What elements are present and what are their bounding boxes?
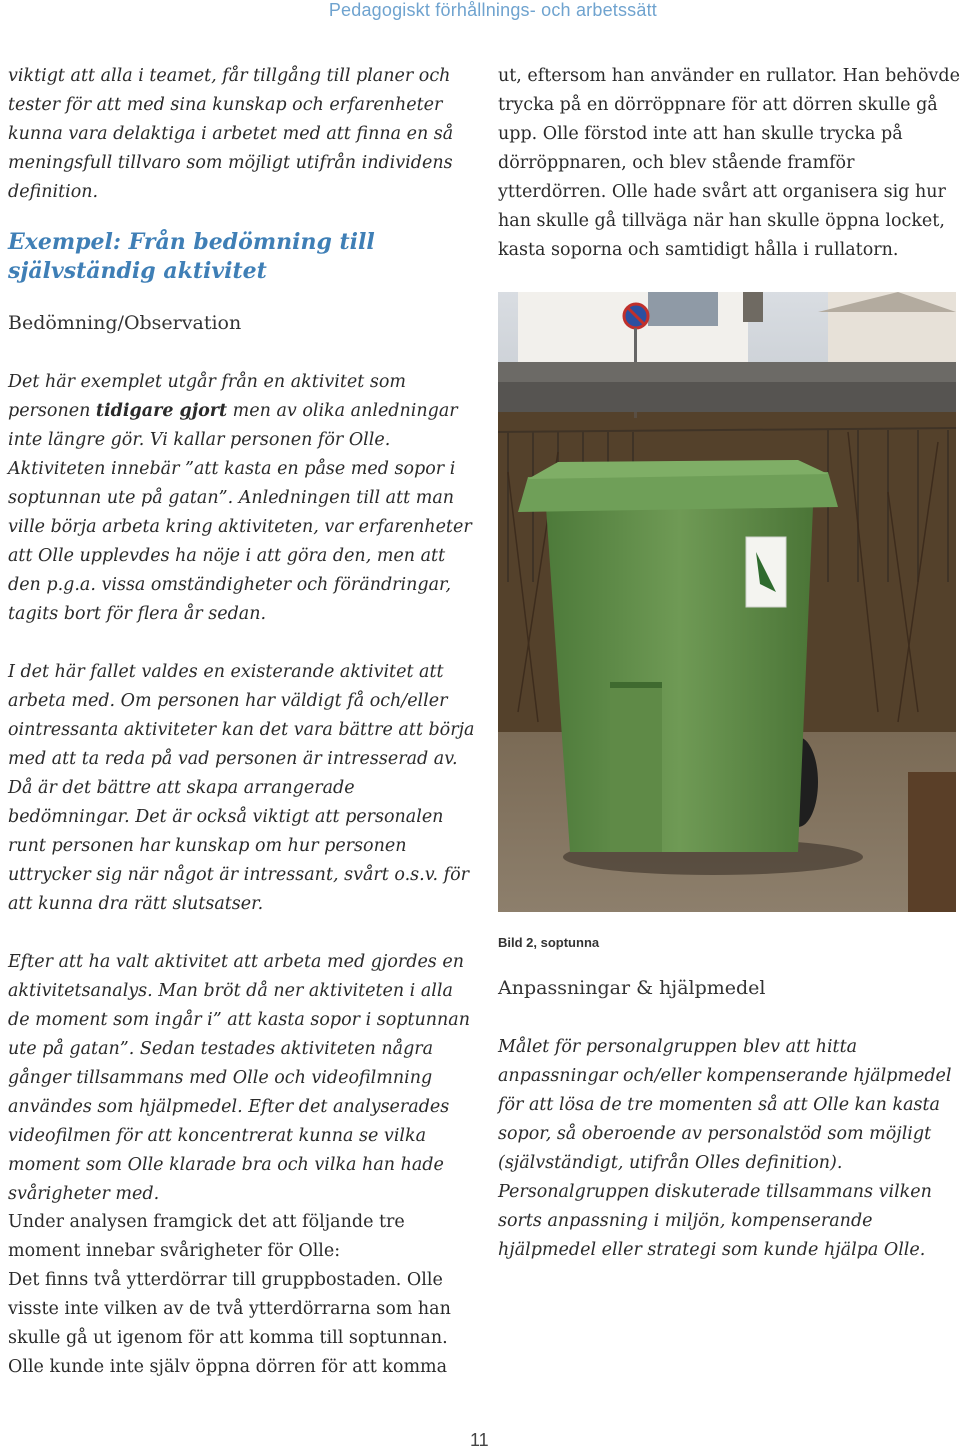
- photo-caption-block: [498, 928, 960, 957]
- activity-analysis-block: [8, 948, 478, 1209]
- garbage-bin-photo: [498, 292, 956, 912]
- adaptations-subheading-block: [498, 975, 960, 1001]
- garbage-bin-illustration: [498, 292, 956, 912]
- intro-paragraph: viktigt att alla i teamet, får tillgång till planer och tester för att med sina kunskap och erfarenheter kunna vara delaktiga i arbetet med att finna en så meningsfull tillvaro som möjligt utifrån individens definition.: [8, 66, 454, 202]
- example-heading-block: [8, 228, 478, 286]
- adaptations-paragraph: Målet för personalgruppen blev att hitta anpassningar och/eller kompenserande hjälpmedel för att lösa de tre momenten så att Olle kan kasta sopor, så oberoende av personalstöd som möjligt (självständigt, utifrån Olles definition). Personalgruppen diskuterade tillsammans vilken sorts anpassning i miljön, kompenserande hjälpmedel eller strategi som kunde hjälpa Olle.: [498, 1037, 952, 1260]
- assessment-text-b: men av olika anledningar inte längre gör. Vi kallar personen för Olle. Aktiviteten innebär ”att kasta en påse med sopor i soptunnan ute på gatan”. Anledningen till att man ville börja arbeta kring aktiviteten, var erfarenheter att Olle upplevdes ha nöje i att göra den, men att den p.g.a. vissa omständigheter och förändringar, tagits bort för flera år sedan.: [8, 401, 472, 624]
- running-header: Pedagogiskt förhållnings- och arbetssätt: [328, 0, 657, 20]
- analysis-findings-block: [8, 1208, 478, 1382]
- analysis-findings-detail: Det finns två ytterdörrar till gruppbostaden. Olle visste inte vilken av de två ytterdörrarna som han skulle gå ut igenom för att komma till soptunnan. Olle kunde inte själv öppna dörren för att komma: [8, 1270, 451, 1377]
- assessment-subheading: Bedömning/Observation: [8, 312, 242, 334]
- continued-paragraph: ut, eftersom han använder en rullator. Han behövde trycka på en dörröppnare för att dörren skulle gå upp. Olle förstod inte att han skulle trycka på dörröppnaren, och blev stående framför ytterdörren. Olle hade svårt att organisera sig hur han skulle gå tillväga när han skulle öppna locket, kasta soporna och samtidigt hålla i rullatorn.: [498, 66, 960, 260]
- example-heading: Exempel: Från bedömning till självständig aktivitet: [8, 229, 375, 284]
- assessment-paragraph: [8, 368, 478, 629]
- existing-activity-block: [8, 658, 478, 919]
- photo-caption: Bild 2, soptunna: [498, 935, 600, 950]
- page-number: 11: [470, 1430, 489, 1450]
- left-intro: [8, 62, 478, 207]
- assessment-paragraph-block: [8, 368, 478, 629]
- right-intro: [498, 62, 960, 265]
- adaptations-paragraph-block: [498, 1033, 960, 1265]
- assessment-emphasis: tidigare gjort: [95, 401, 228, 421]
- activity-analysis-paragraph: Efter att ha valt aktivitet att arbeta med gjordes en aktivitetsanalys. Man bröt då ner aktiviteten i alla de moment som ingår i” att kasta sopor i soptunnan ute på gatan”. Sedan testades aktiviteten några gånger tillsammans med Olle och videofilmning användes som hjälpmedel. Efter det analyserades videofilmen för att koncentrerat kunna se vilka moment som Olle klarade bra och vilka han hade svårigheter med.: [8, 952, 470, 1204]
- existing-activity-paragraph: I det här fallet valdes en existerande aktivitet att arbeta med. Om personen har väldigt få och/eller ointressanta aktiviteter kan det vara bättre att börja med att ta reda på vad personen är intresserad av. Då är det bättre att skapa arrangerade bedömningar. Det är också viktigt att personalen runt personen har kunskap om hur personen uttrycker sig när något är intressant, svårt o.s.v. för att kunna dra rätt slutsatser.: [8, 662, 475, 914]
- assessment-subheading-block: [8, 310, 478, 336]
- analysis-findings-intro: Under analysen framgick det att följande tre moment innebar svårigheter för Olle:: [8, 1212, 405, 1261]
- adaptations-subheading: Anpassningar & hjälpmedel: [498, 977, 766, 999]
- assessment-text-a: Det här exemplet utgår från en aktivitet som personen: [8, 372, 406, 421]
